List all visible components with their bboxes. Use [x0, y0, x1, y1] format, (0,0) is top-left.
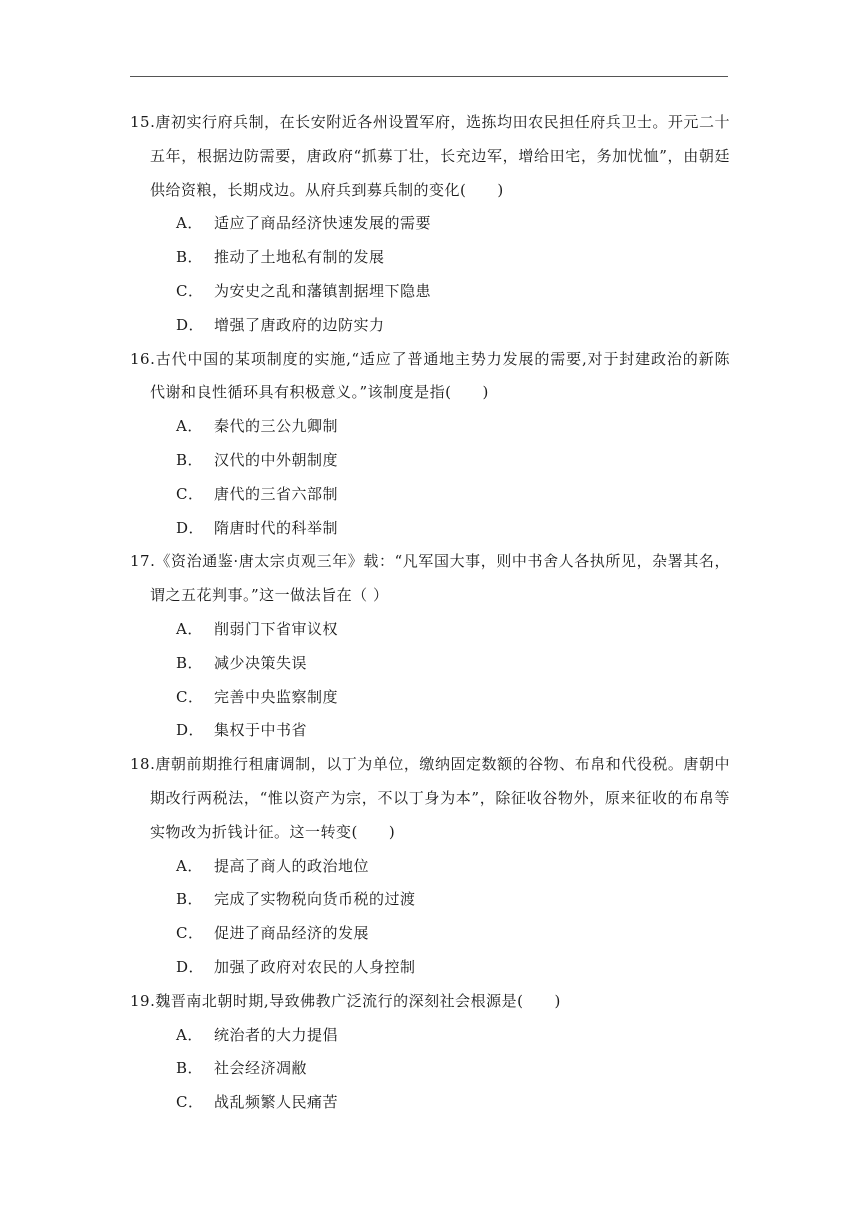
- option-list: [130, 1019, 730, 1120]
- option-list: [130, 410, 730, 545]
- option-list: [130, 613, 730, 748]
- option-a: [130, 410, 730, 444]
- option-key: D．: [176, 315, 205, 334]
- option-list: [130, 850, 730, 985]
- option-a: [130, 613, 730, 647]
- option-key: C．: [176, 484, 204, 503]
- option-text: 推动了土地私有制的发展: [214, 248, 385, 267]
- option-key: A．: [176, 214, 203, 233]
- option-c: [130, 275, 730, 309]
- option-a: [130, 850, 730, 884]
- question-15: [130, 106, 730, 343]
- option-key: D．: [176, 721, 205, 740]
- question-16: [130, 343, 730, 546]
- question-stem: 17.《资治通鉴·唐太宗贞观三年》载：“凡军国大事，则中书舍人各执所见，杂署其名，谓之五花判事。”这一做法旨在（ ）: [130, 552, 730, 605]
- option-key: A．: [176, 856, 203, 875]
- option-c: [130, 1086, 730, 1120]
- option-key: B．: [176, 653, 204, 672]
- question-stem: 19.魏晋南北朝时期,导致佛教广泛流行的深刻社会根源是( ): [130, 991, 561, 1010]
- option-text: 适应了商品经济快速发展的需要: [214, 214, 432, 233]
- option-key: B．: [176, 1059, 204, 1078]
- question-stem: 15.唐初实行府兵制，在长安附近各州设置军府，选拣均田农民担任府兵卫士。开元二十五年，根据边防需要，唐政府“抓募丁壮，长充边军，增给田宅，务加忧恤”，由朝廷供给资粮，长期戍边。从府兵到募兵制的变化( ): [130, 113, 730, 199]
- option-key: B．: [176, 890, 204, 909]
- option-text: 为安史之乱和藩镇割据埋下隐患: [214, 281, 432, 300]
- option-b: [130, 241, 730, 275]
- question-18: [130, 748, 730, 985]
- option-text: 汉代的中外朝制度: [214, 450, 339, 469]
- option-c: [130, 917, 730, 951]
- option-key: C．: [176, 281, 204, 300]
- option-b: [130, 1052, 730, 1086]
- option-b: [130, 883, 730, 917]
- option-text: 社会经济凋敝: [214, 1059, 308, 1078]
- option-a: [130, 1019, 730, 1053]
- option-text: 战乱频繁人民痛苦: [214, 1093, 339, 1112]
- option-text: 统治者的大力提倡: [214, 1025, 339, 1044]
- option-text: 完善中央监察制度: [214, 687, 339, 706]
- option-text: 减少决策失误: [214, 653, 308, 672]
- option-key: D．: [176, 518, 205, 537]
- option-b: [130, 444, 730, 478]
- option-key: A．: [176, 417, 203, 436]
- question-stem: 18.唐朝前期推行租庸调制，以丁为单位，缴纳固定数额的谷物、布帛和代役税。唐朝中期改行两税法，“惟以资产为宗，不以丁身为本”，除征收谷物外，原来征收的布帛等实物改为折钱计征。这一转变( ): [130, 755, 730, 841]
- option-d: [130, 309, 730, 343]
- option-text: 加强了政府对农民的人身控制: [214, 957, 416, 976]
- option-a: [130, 207, 730, 241]
- option-text: 提高了商人的政治地位: [214, 856, 370, 875]
- question-17: [130, 545, 730, 748]
- option-key: A．: [176, 619, 203, 638]
- option-key: C．: [176, 1093, 204, 1112]
- option-text: 唐代的三省六部制: [214, 484, 339, 503]
- option-c: [130, 681, 730, 715]
- option-d: [130, 714, 730, 748]
- header-rule: [130, 76, 728, 77]
- option-text: 促进了商品经济的发展: [214, 924, 370, 943]
- question-stem: 16.古代中国的某项制度的实施,“适应了普通地主势力发展的需要,对于封建政治的新陈代谢和良性循环具有积极意义。”该制度是指( ): [130, 349, 730, 402]
- option-b: [130, 647, 730, 681]
- question-19: [130, 985, 730, 1120]
- option-c: [130, 478, 730, 512]
- option-key: B．: [176, 248, 204, 267]
- option-key: B．: [176, 450, 204, 469]
- option-text: 削弱门下省审议权: [214, 619, 339, 638]
- option-text: 完成了实物税向货币税的过渡: [214, 890, 416, 909]
- option-d: [130, 951, 730, 985]
- option-key: C．: [176, 687, 204, 706]
- option-key: D．: [176, 957, 205, 976]
- option-text: 秦代的三公九卿制: [214, 417, 339, 436]
- exam-questions: [130, 106, 730, 1120]
- option-text: 集权于中书省: [214, 721, 308, 740]
- option-key: C．: [176, 924, 204, 943]
- option-text: 增强了唐政府的边防实力: [214, 315, 385, 334]
- option-text: 隋唐时代的科举制: [214, 518, 339, 537]
- option-key: A．: [176, 1025, 203, 1044]
- option-d: [130, 512, 730, 546]
- option-list: [130, 207, 730, 342]
